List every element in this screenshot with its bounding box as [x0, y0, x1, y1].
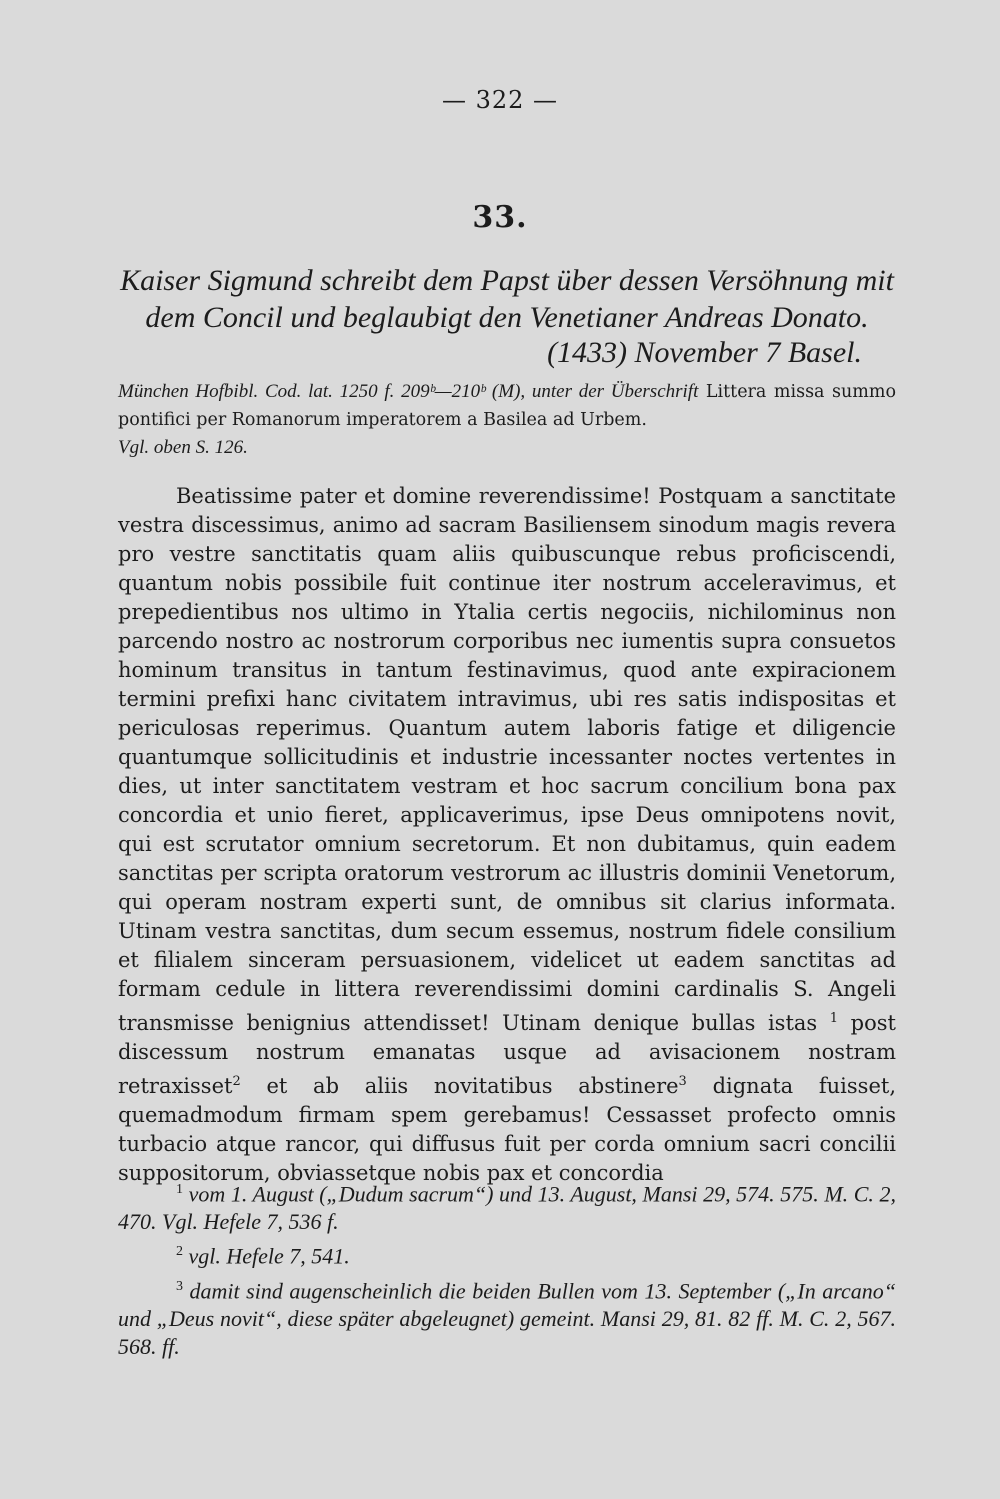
letter-text — [118, 482, 896, 1188]
document-title: Kaiser Sigmund schreibt dem Papst über dessen Versöhnung mit dem Concil und beglaubigt den Venetianer Andreas Donato. — [120, 264, 894, 334]
footnotes — [118, 1176, 896, 1363]
footnote-text: vom 1. August („Dudum sacrum“) und 13. August, Mansi 29, 574. 575. M. C. 2, 470. Vgl. Hefele 7, 536 f. — [118, 1181, 897, 1235]
source-heading: Littera missa summo pontifici per Romanorum imperatorem a Basilea ad Urbem. — [118, 382, 896, 430]
source-crossref: Vgl. oben S. 126. — [118, 437, 248, 458]
footnote-mark: 2 — [176, 1244, 183, 1260]
footnote-text: damit sind augenscheinlich die beiden Bullen vom 13. September („In arcano“ und „Deus novit“, diese später abgeleugnet) gemeint. Mansi 29, 81. 82 ff. M. C. 2, 567. 568. ff. — [118, 1277, 896, 1359]
footnote — [118, 1176, 896, 1236]
source-note — [118, 378, 896, 462]
footnote — [118, 1238, 896, 1270]
footnote-text: vgl. Hefele 7, 541. — [188, 1243, 350, 1269]
letter-paragraph — [118, 482, 896, 1188]
footnote-mark: 1 — [176, 1182, 183, 1197]
footnote — [118, 1273, 896, 1361]
footnote-ref-1: 1 — [829, 1011, 839, 1026]
document-number: 33. — [472, 200, 528, 235]
source-citation: München Hofbibl. Cod. lat. 1250 f. 209ᵇ—210ᵇ (M), unter der Überschrift — [118, 381, 699, 402]
footnote-ref-3: 3 — [678, 1074, 687, 1089]
footnote-mark: 3 — [176, 1278, 183, 1294]
text-part-3: et ab aliis novitatibus abstinere — [266, 1074, 679, 1098]
text-part-2: post discessum nostrum emanatas usque ad avisacionem nostram retraxisset — [118, 1011, 896, 1098]
footnote-ref-2: 2 — [232, 1074, 241, 1089]
text-part-4: dignata fuisset, quemadmodum firmam spem gerebamus! Cessasset profecto omnis turbacio atque rancor, qui diffusus fuit per corda omnium sacri concilii suppositorum, obviassetque nobis pax et concordia — [118, 1074, 896, 1185]
text-part-1: Beatissime pater et domine reverendissime! Postquam a sanctitate vestra discessimus, animo ad sacram Basiliensem sinodum magis revera pro vestre sanctitatis quam aliis quibuscunque rebus proficiscendi, quantum nobis possibile fuit continue iter nostrum acceleravimus, et prepedientibus nos ultimo in Ytalia certis negociis, nichilominus non parcendo nostro ac nostrorum corporibus nec iumentis supra consuetos hominum transitus in tantum festinavimus, quod ante expiracionem termini prefixi hanc civitatem intravimus, ubi res satis indispositas et periculosas reperimus. Quantum autem laboris fatige et diligencie quantumque sollicitudinis et industrie incessanter noctes vertentes in dies, ut inter sanctitatem vestram et hoc sacrum concilium bona pax concordia et unio fieret, applicaverimus, ipse Deus omnipotens novit, qui est scrutator omnium secretorum. Et non dubitamus, quin eadem sanctitas per scripta oratorum vestrorum ac illustris dominii Venetorum, qui operam nostram experti sunt, de omnibus sit clarius informata. Utinam vestra sanctitas, dum secum essemus, nostrum fidele consilium et filialem sinceram persuasionem, videlicet ut eadem sanctitas ad formam cedule in littera reverendissimi domini cardinalis S. Angeli transmisse benignius attendisset! Utinam denique bullas istas — [118, 484, 896, 1035]
date-place: (1433) November 7 Basel. — [547, 336, 862, 369]
page-number: — 322 — — [441, 86, 559, 114]
